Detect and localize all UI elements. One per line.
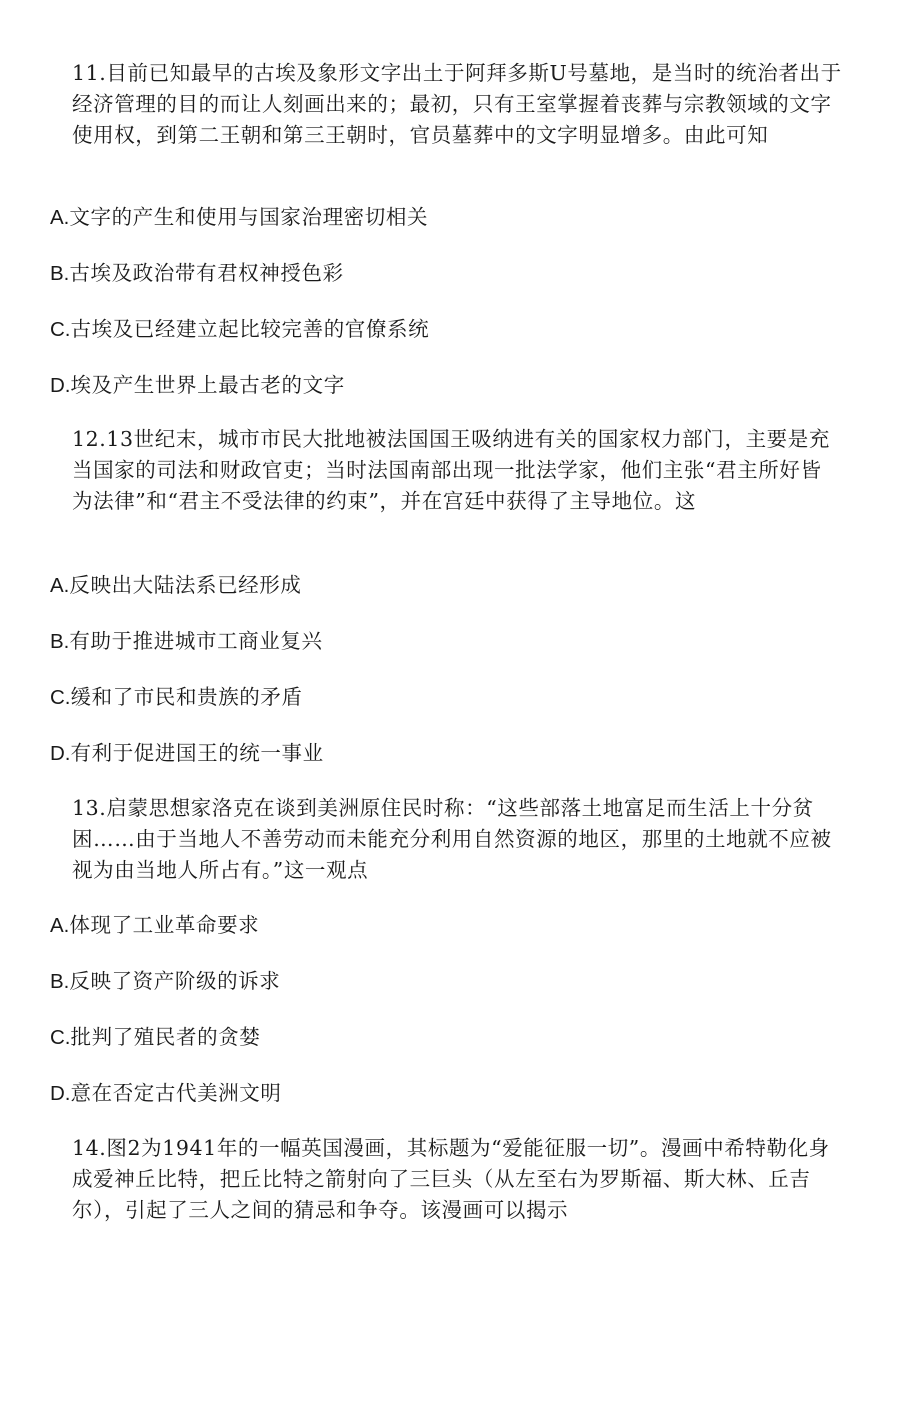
- option-text: 古埃及已经建立起比较完善的官僚系统: [70, 317, 430, 341]
- option-text: 文字的产生和使用与国家治理密切相关: [69, 205, 429, 229]
- question-12-option-b: [50, 627, 323, 656]
- question-13-option-c: [50, 1023, 260, 1052]
- option-text: 意在否定古代美洲文明: [70, 1081, 282, 1105]
- question-13-stem: 13.启蒙思想家洛克在谈到美洲原住民时称：“这些部落土地富足而生活上十分贫困……由于当地人不善劳动而未能充分利用自然资源的地区，那里的土地就不应被视为由当地人所占有。”这一观点: [72, 796, 832, 882]
- question-13-option-d: [50, 1079, 282, 1108]
- question-12-option-d: [50, 739, 324, 768]
- question-13-option-a: [50, 911, 259, 940]
- question-11-stem: 11.目前已知最早的古埃及象形文字出土于阿拜多斯U号墓地，是当时的统治者出于经济管理的目的而让人刻画出来的；最初，只有王室掌握着丧葬与宗教领域的文字使用权，到第二王朝和第三王朝时，官员墓葬中的文字明显增多。由此可知: [72, 61, 842, 147]
- option-text: 批判了殖民者的贪婪: [70, 1025, 261, 1049]
- option-text: 古埃及政治带有君权神授色彩: [69, 261, 344, 285]
- question-12-option-c: [50, 683, 303, 712]
- option-letter: C.: [50, 1026, 71, 1049]
- question-11-option-b: [50, 259, 344, 288]
- option-letter: B.: [50, 630, 70, 653]
- question-13-option-b: [50, 967, 280, 996]
- option-letter: D.: [50, 1082, 71, 1105]
- option-text: 有助于推进城市工商业复兴: [69, 629, 323, 653]
- option-letter: C.: [50, 686, 71, 709]
- question-11-option-d: [50, 371, 345, 400]
- question-11-option-a: [50, 203, 428, 232]
- option-text: 缓和了市民和贵族的矛盾: [70, 685, 303, 709]
- option-letter: B.: [50, 262, 70, 285]
- question-12-option-a: [50, 571, 301, 600]
- option-letter: A.: [50, 206, 70, 229]
- option-letter: A.: [50, 574, 70, 597]
- question-12-stem: 12.13世纪末，城市市民大批地被法国国王吸纳进有关的国家权力部门，主要是充当国家的司法和财政官吏；当时法国南部出现一批法学家，他们主张“君主所好皆为法律”和“君主不受法律的约束”，并在宫廷中获得了主导地位。这: [72, 427, 830, 513]
- option-text: 体现了工业革命要求: [69, 913, 260, 937]
- question-11-option-c: [50, 315, 429, 344]
- option-letter: D.: [50, 374, 71, 397]
- option-letter: C.: [50, 318, 71, 341]
- option-text: 有利于促进国王的统一事业: [70, 741, 324, 765]
- option-text: 反映出大陆法系已经形成: [69, 573, 302, 597]
- option-text: 反映了资产阶级的诉求: [69, 969, 281, 993]
- option-text: 埃及产生世界上最古老的文字: [70, 373, 345, 397]
- question-14-stem: 14.图2为1941年的一幅英国漫画，其标题为“爱能征服一切”。漫画中希特勒化身成爱神丘比特，把丘比特之箭射向了三巨头（从左至右为罗斯福、斯大林、丘吉尔），引起了三人之间的猜忌和争夺。该漫画可以揭示: [72, 1136, 830, 1222]
- option-letter: A.: [50, 914, 70, 937]
- option-letter: D.: [50, 742, 71, 765]
- option-letter: B.: [50, 970, 70, 993]
